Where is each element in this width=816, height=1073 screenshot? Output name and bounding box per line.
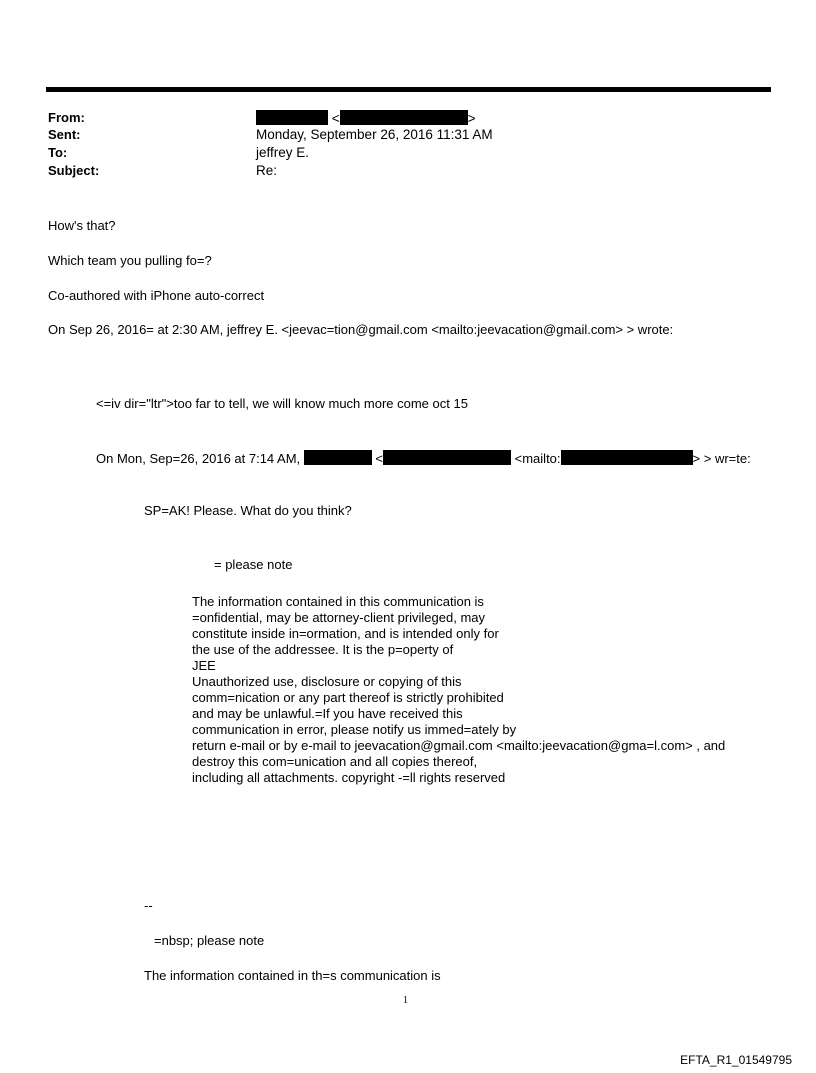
disclaimer-line: comm=nication or any part thereof is strictly prohibited xyxy=(192,690,504,705)
redaction-box xyxy=(304,450,372,465)
from-value xyxy=(256,110,476,127)
from-lt: < xyxy=(331,111,340,126)
disclaimer-line: return e-mail or by e-mail to jeevacation@gmail.com <mailto:jeevacation@gma=l.com> , and xyxy=(192,738,726,753)
quote-suffix: > > wr=te: xyxy=(692,451,751,466)
quote-mailto: <mailto: xyxy=(514,451,561,466)
redaction-box xyxy=(561,450,693,465)
to-label: To: xyxy=(48,145,68,160)
disclaimer-line: constitute inside in=ormation, and is intended only for xyxy=(192,626,499,641)
nested-quote-header xyxy=(96,450,751,467)
redaction-box xyxy=(256,110,328,125)
disclaimer-line: communication in error, please notify us immed=ately by xyxy=(192,722,517,737)
subject-value: Re: xyxy=(256,163,278,178)
redaction-box xyxy=(383,450,511,465)
disclaimer-line: Unauthorized use, disclosure or copying of this xyxy=(192,674,462,689)
quoted-line: SP=AK! Please. What do you think? xyxy=(144,503,352,518)
nbsp-note: =nbsp; please note xyxy=(154,933,265,948)
disclaimer-block xyxy=(192,594,725,786)
disclaimer-line: destroy this com=unication and all copies thereof, xyxy=(192,754,478,769)
disclaimer-line: including all attachments. copyright -=ll rights reserved xyxy=(192,770,506,785)
subject-label: Subject: xyxy=(48,163,100,178)
quoted-line: <=iv dir="ltr">too far to tell, we will know much more come oct 15 xyxy=(96,396,468,411)
quote-lt: < xyxy=(375,451,384,466)
to-value: jeffrey E. xyxy=(256,145,310,160)
quote-header: On Sep 26, 2016= at 2:30 AM, jeffrey E. <jeevac=tion@gmail.com <mailto:jeevacation@gmail.com> > wrote: xyxy=(48,322,674,337)
page-number: 1 xyxy=(403,995,408,1006)
sent-value: Monday, September 26, 2016 11:31 AM xyxy=(256,127,493,142)
body-line: How's that? xyxy=(48,218,116,233)
quote-prefix: On Mon, Sep=26, 2016 at 7:14 AM, xyxy=(96,451,301,466)
from-gt: > xyxy=(467,111,476,126)
disclaimer-line: the use of the addressee. It is the p=operty of xyxy=(192,642,454,657)
header-rule xyxy=(46,87,771,92)
disclaimer-line: =onfidential, may be attorney-client privileged, may xyxy=(192,610,486,625)
document-id: EFTA_R1_01549795 xyxy=(680,1053,792,1067)
from-label: From: xyxy=(48,110,85,125)
redaction-box xyxy=(340,110,468,125)
disclaimer-line: JEE xyxy=(192,658,216,673)
sent-label: Sent: xyxy=(48,127,81,142)
body-line: Co-authored with iPhone auto-correct xyxy=(48,288,265,303)
disclaimer-line: and may be unlawful.=If you have received this xyxy=(192,706,463,721)
please-note: = please note xyxy=(214,557,293,572)
disclaimer-line: The information contained in this communication is xyxy=(192,594,484,609)
signature-dash: -- xyxy=(144,898,153,913)
body-line: Which team you pulling fo=? xyxy=(48,253,212,268)
body-line: The information contained in th=s communication is xyxy=(144,968,441,983)
